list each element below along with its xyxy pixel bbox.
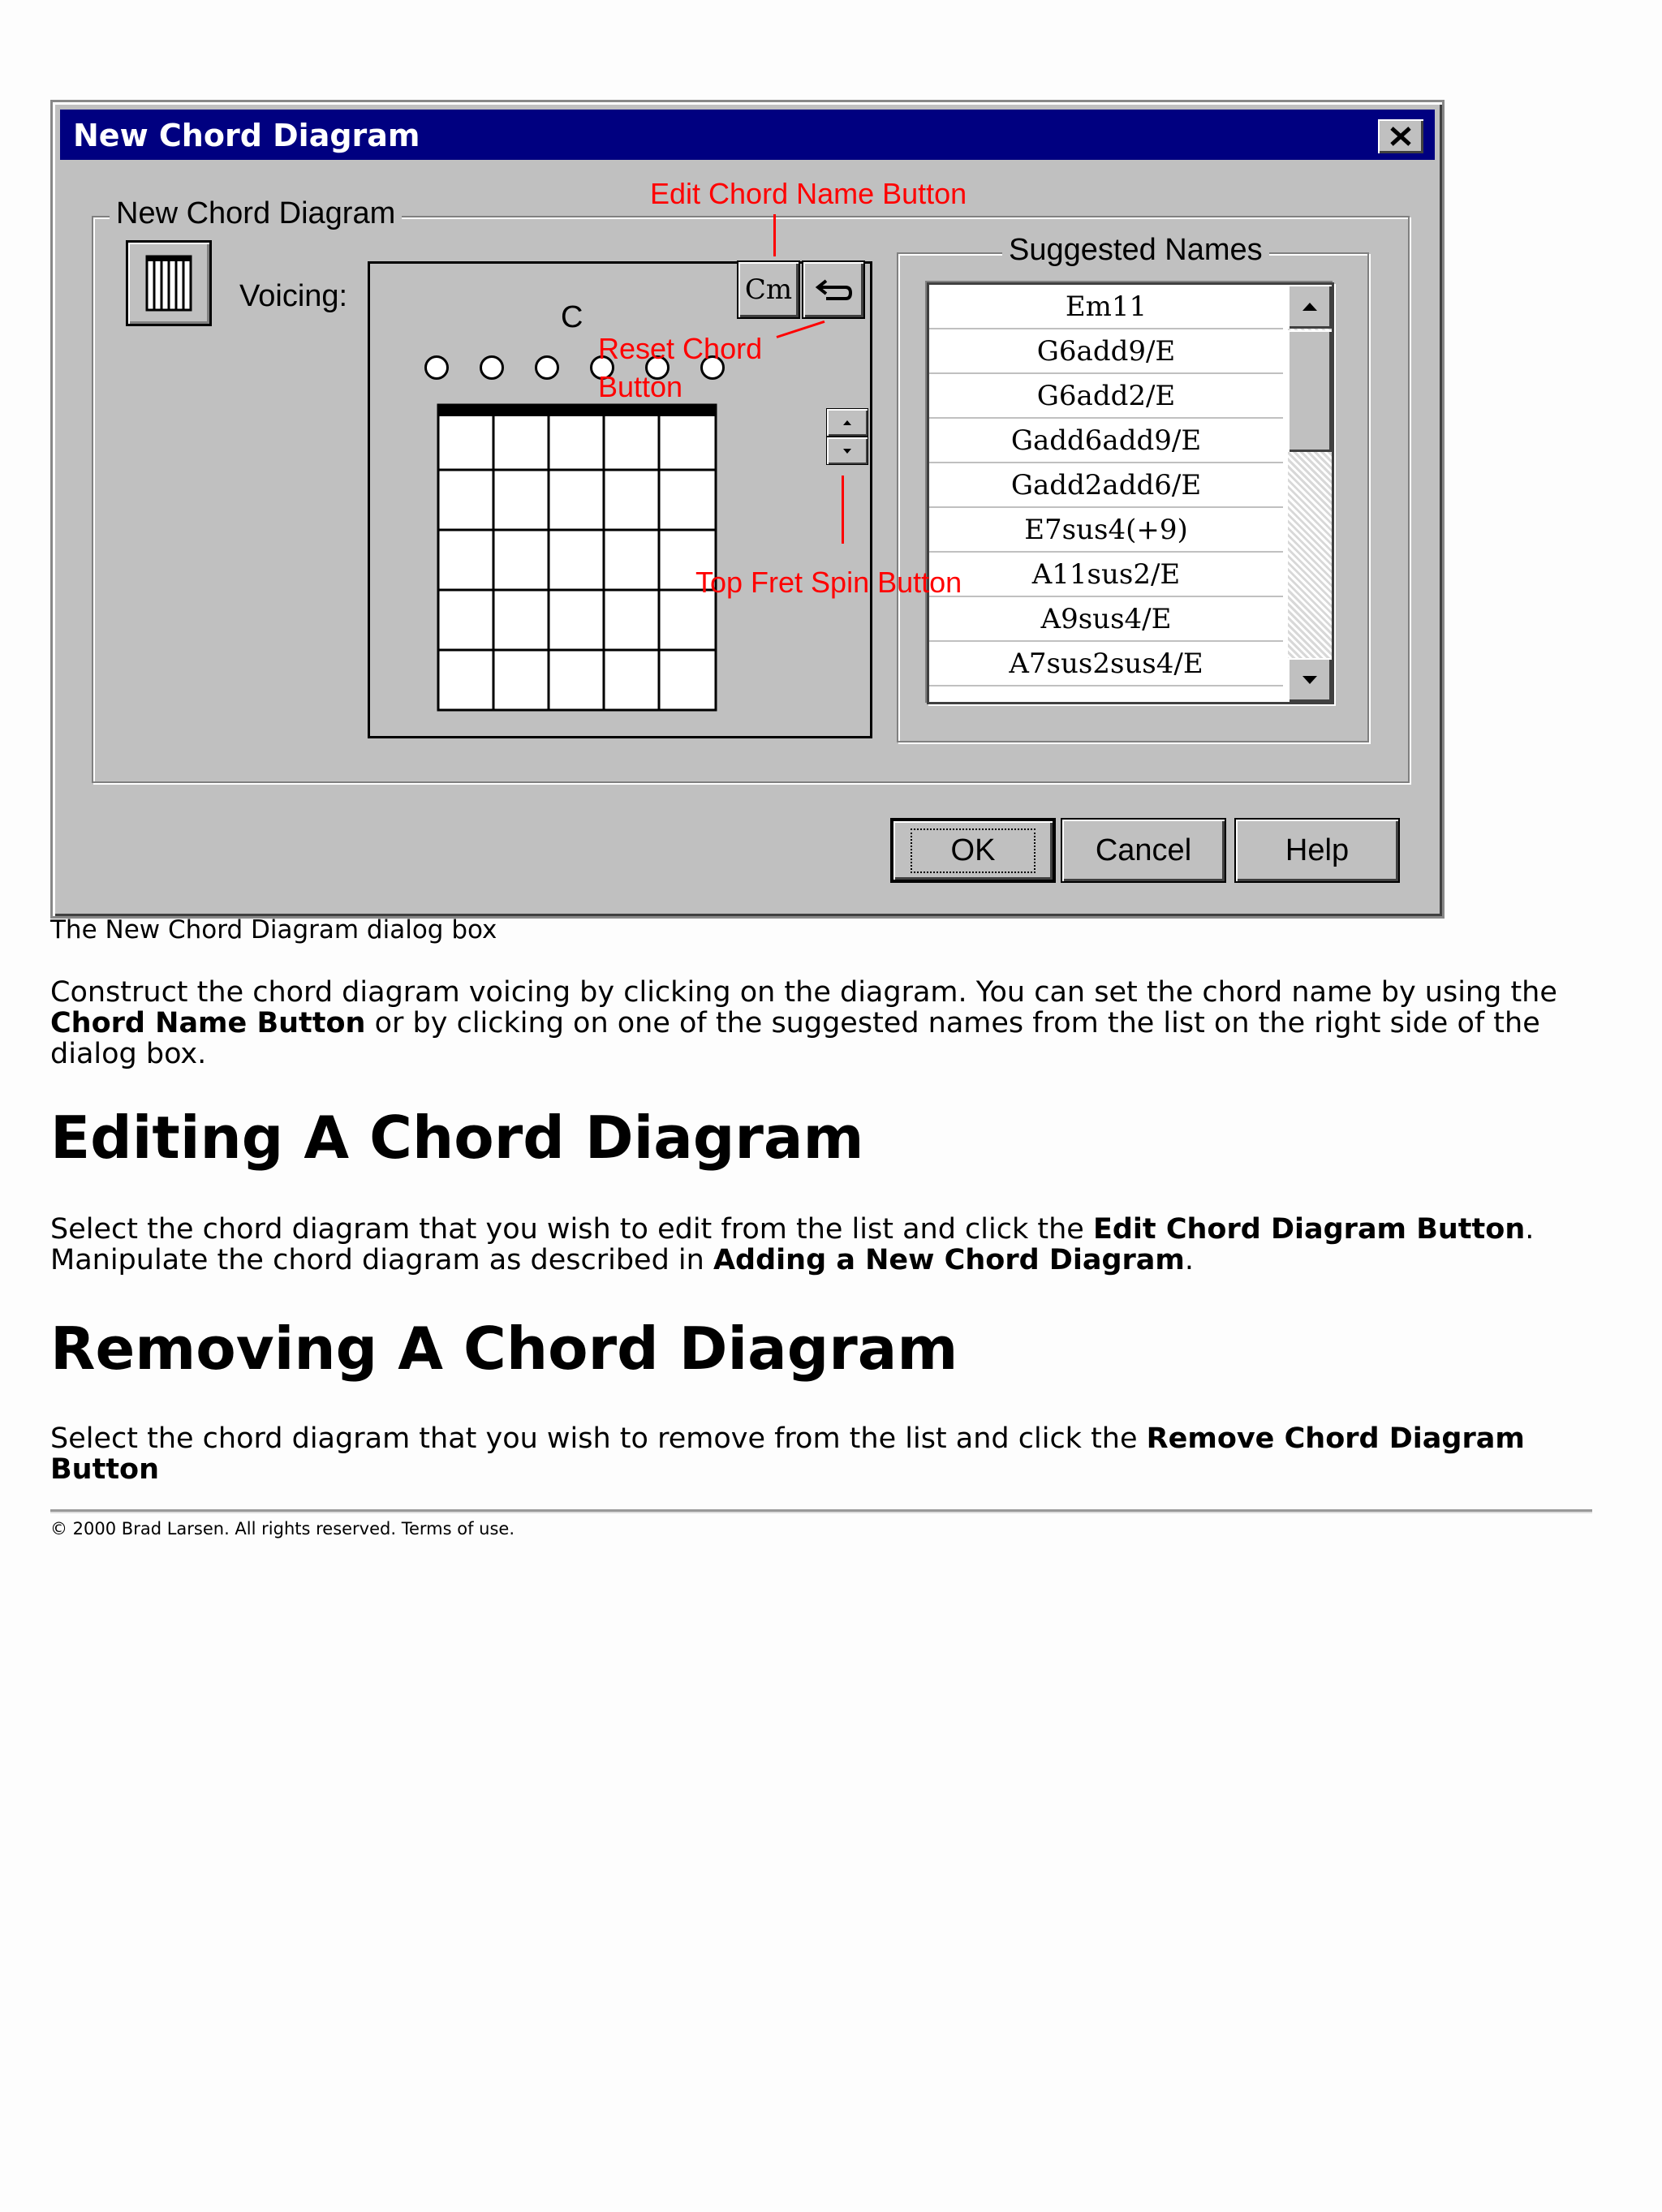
intro-paragraph: [50, 977, 1568, 1069]
fretboard-grid[interactable]: [437, 403, 717, 712]
chord-name-label: C: [561, 300, 583, 334]
edit-chord-name-button[interactable]: [737, 260, 800, 319]
suggested-names-label: Suggested Names: [1002, 233, 1269, 268]
footer-copyright: © 2000 Brad Larsen. All rights reserved. Terms of use.: [50, 1519, 515, 1539]
scroll-down-button[interactable]: [1288, 658, 1332, 702]
ok-button-label: OK: [912, 830, 1035, 871]
annotation-pointer-line: [773, 214, 776, 256]
open-string-marker[interactable]: [480, 355, 504, 380]
group-label: New Chord Diagram: [110, 196, 402, 231]
list-item[interactable]: G6add9/E: [929, 329, 1283, 374]
list-item[interactable]: A9sus4/E: [929, 597, 1283, 642]
ok-button[interactable]: [890, 818, 1056, 883]
chord-diagram-icon-button[interactable]: [126, 240, 212, 326]
annotation-pointer-line: [842, 476, 844, 544]
scroll-up-button[interactable]: [1288, 285, 1332, 329]
removing-paragraph: [50, 1423, 1552, 1485]
dialog-title: New Chord Diagram: [73, 118, 420, 153]
list-item[interactable]: E7sus4(+9): [929, 508, 1283, 553]
top-fret-spin-annotation: Top Fret Spin Button: [695, 566, 962, 599]
remove-chord-diagram-button-ref: Remove Chord Diagram Button: [50, 1422, 1525, 1486]
list-item[interactable]: A7sus2sus4/E: [929, 642, 1283, 686]
para-text: Select the chord diagram that you wish to remove from the list and click the: [50, 1422, 1147, 1455]
scrollbar-thumb[interactable]: [1288, 330, 1332, 452]
scroll-down-icon: [1302, 675, 1318, 685]
editing-paragraph: [50, 1214, 1592, 1276]
reset-arrow-icon: [815, 278, 852, 302]
list-item[interactable]: G6add2/E: [929, 374, 1283, 419]
top-fret-spin-button[interactable]: [826, 408, 868, 465]
close-icon: [1389, 126, 1413, 147]
figure-caption: The New Chord Diagram dialog box: [50, 915, 497, 945]
chord-grid-icon: [145, 255, 192, 312]
spin-up-icon: [842, 420, 852, 426]
spin-up-button[interactable]: [826, 408, 868, 437]
para-text: Construct the chord diagram voicing by clicking on the diagram. You can set the chord name by using the: [50, 976, 1557, 1009]
edit-chord-name-annotation: Edit Chord Name Button: [650, 177, 967, 210]
open-string-marker[interactable]: [424, 355, 449, 380]
reset-chord-annotation: Reset Chord: [598, 332, 763, 365]
help-button[interactable]: [1234, 818, 1400, 883]
new-chord-diagram-dialog: [50, 100, 1445, 919]
para-text: Select the chord diagram that you wish to edit from the list and click the: [50, 1213, 1093, 1246]
reset-chord-annotation-line2: Button: [598, 370, 683, 403]
edit-chord-diagram-button-ref: Edit Chord Diagram Button: [1092, 1213, 1526, 1246]
list-item[interactable]: A11sus2/E: [929, 553, 1283, 597]
para-text: Manipulate the chord diagram as described in: [50, 1244, 713, 1276]
spin-down-button[interactable]: [826, 437, 868, 465]
list-item[interactable]: Gadd6add9/E: [929, 419, 1283, 463]
list-item[interactable]: Em11: [929, 285, 1283, 329]
chord-name-button-ref: Chord Name Button: [50, 1007, 366, 1039]
suggested-names-group: [897, 233, 1369, 742]
cm-button-label: Cm: [744, 273, 793, 306]
para-text: .: [1525, 1213, 1535, 1246]
open-string-marker[interactable]: [535, 355, 559, 380]
removing-heading: Removing A Chord Diagram: [50, 1315, 958, 1383]
horizontal-rule: [50, 1509, 1592, 1513]
voicing-label: Voicing:: [239, 279, 348, 313]
scroll-up-icon: [1302, 302, 1318, 312]
para-text: .: [1184, 1244, 1195, 1276]
cancel-button-label: Cancel: [1095, 833, 1192, 867]
title-bar: [60, 110, 1435, 160]
cancel-button[interactable]: [1061, 818, 1226, 883]
spin-down-icon: [842, 448, 852, 454]
para-text: or by clicking on one of the suggested names from the list on the right side of the dialog box.: [50, 1007, 1540, 1070]
vertical-scrollbar[interactable]: [1288, 285, 1332, 702]
close-button[interactable]: [1378, 119, 1423, 153]
adding-new-chord-diagram-ref: Adding a New Chord Diagram: [713, 1244, 1185, 1276]
editing-heading: Editing A Chord Diagram: [50, 1104, 864, 1172]
suggested-names-list[interactable]: [927, 282, 1334, 704]
list-item[interactable]: Gadd2add6/E: [929, 463, 1283, 508]
reset-chord-button[interactable]: [802, 260, 865, 319]
help-button-label: Help: [1285, 833, 1350, 867]
